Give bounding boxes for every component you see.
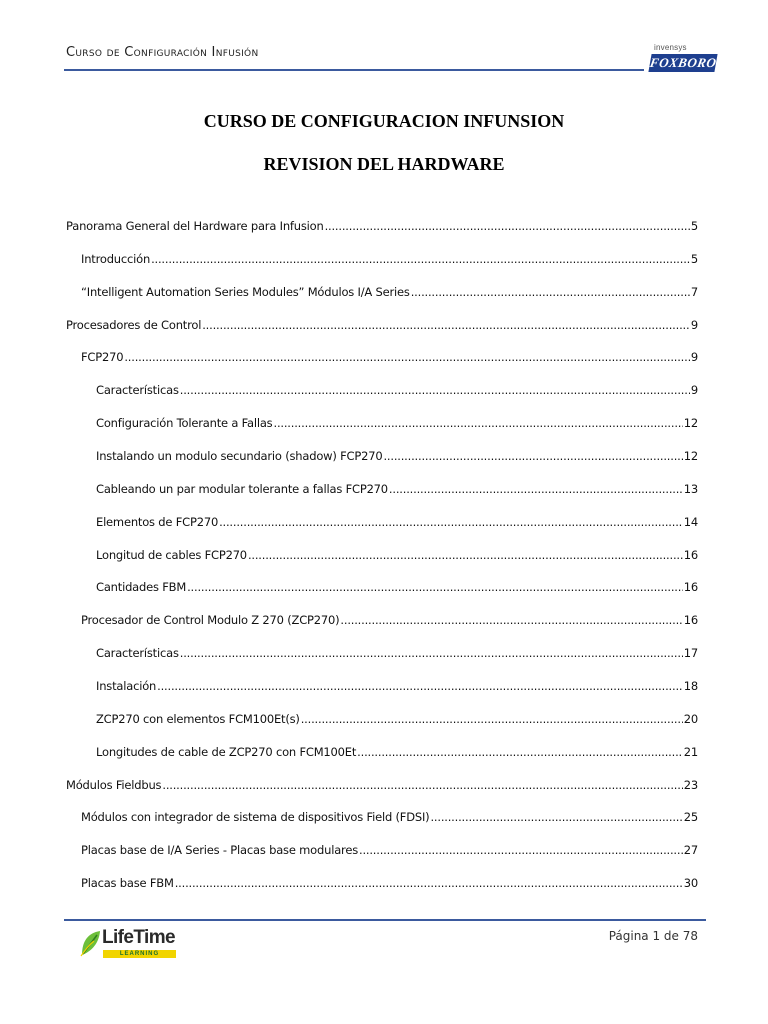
toc-entry-page: 9: [690, 350, 698, 364]
toc-entry-label: Procesadores de Control: [66, 318, 202, 332]
toc-entry-label: Longitudes de cable de ZCP270 con FCM100Et: [96, 745, 357, 759]
toc-leader-dots: [273, 416, 682, 430]
toc-entry-page: 13: [683, 482, 698, 496]
toc-leader-dots: [357, 745, 683, 759]
toc-entry-page: 25: [683, 810, 698, 824]
toc-leader-dots: [157, 679, 683, 693]
toc-entry-label: Cantidades FBM: [96, 580, 187, 594]
toc-entry-label: Características: [96, 646, 179, 660]
document-title: CURSO DE CONFIGURACION INFUNSION: [203, 111, 565, 131]
toc-entry[interactable]: [81, 252, 698, 266]
lifetime-logo-text: LifeTime: [102, 927, 175, 948]
toc-entry-label: Elementos de FCP270: [96, 515, 219, 529]
toc-entry-page: 20: [683, 712, 698, 726]
toc-entry-page: 5: [690, 252, 698, 266]
toc-entry[interactable]: [96, 449, 698, 463]
toc-entry-page: 14: [683, 515, 698, 529]
toc-entry-label: Instalando un modulo secundario (shadow) FCP270: [96, 449, 383, 463]
header-title: Curso de Configuración Infusión: [66, 45, 259, 60]
toc-leader-dots: [301, 712, 683, 726]
toc-leader-dots: [359, 843, 683, 857]
invensys-logo-text: invensys: [654, 43, 687, 52]
toc-leader-dots: [389, 482, 683, 496]
toc-leader-dots: [124, 350, 690, 364]
toc-entry[interactable]: [96, 548, 698, 562]
toc-entry-label: Características: [96, 383, 179, 397]
toc-leader-dots: [151, 252, 690, 266]
toc-entry-page: 9: [690, 318, 698, 332]
toc-entry-label: Longitud de cables FCP270: [96, 548, 247, 562]
toc-entry-page: 21: [683, 745, 698, 759]
toc-entry-page: 5: [690, 219, 698, 233]
toc-entry[interactable]: [96, 383, 698, 397]
toc-leader-dots: [340, 613, 682, 627]
lifetime-learning-logo: [80, 929, 180, 959]
document-subtitle: REVISION DEL HARDWARE: [263, 154, 505, 174]
toc-entry[interactable]: [66, 219, 698, 233]
toc-entry[interactable]: [96, 580, 698, 594]
toc-entry-label: Módulos Fieldbus: [66, 778, 162, 792]
toc-entry[interactable]: [96, 646, 698, 660]
toc-leader-dots: [187, 580, 683, 594]
toc-entry[interactable]: [96, 745, 698, 759]
toc-leader-dots: [430, 810, 682, 824]
toc-entry[interactable]: [81, 350, 698, 364]
toc-entry-page: 27: [683, 843, 698, 857]
toc-entry-label: Introducción: [81, 252, 151, 266]
toc-leader-dots: [383, 449, 682, 463]
toc-leader-dots: [162, 778, 682, 792]
toc-entry-page: 16: [683, 548, 698, 562]
toc-entry-page: 30: [683, 876, 698, 890]
toc-leader-dots: [248, 548, 683, 562]
toc-entry[interactable]: [96, 679, 698, 693]
footer-divider: [64, 919, 706, 921]
toc-entry-label: Procesador de Control Modulo Z 270 (ZCP270): [81, 613, 340, 627]
toc-entry-label: Placas base FBM: [81, 876, 174, 890]
toc-entry-label: Placas base de I/A Series - Placas base modulares: [81, 843, 358, 857]
toc-entry-page: 17: [683, 646, 698, 660]
toc-leader-dots: [219, 515, 683, 529]
leaf-icon: [80, 929, 102, 957]
toc-entry[interactable]: [96, 482, 698, 496]
toc-entry-page: 12: [683, 449, 698, 463]
toc-leader-dots: [180, 383, 690, 397]
toc-entry[interactable]: [81, 876, 698, 890]
toc-entry-page: 16: [683, 613, 698, 627]
toc-entry-label: “Intelligent Automation Series Modules” Módulos I/A Series: [81, 285, 410, 299]
toc-entry-label: ZCP270 con elementos FCM100Et(s): [96, 712, 300, 726]
toc-entry[interactable]: [66, 318, 698, 332]
toc-entry-page: 9: [690, 383, 698, 397]
toc-entry-label: FCP270: [81, 350, 124, 364]
toc-entry[interactable]: [96, 712, 698, 726]
learning-logo-text: LEARNING: [103, 950, 176, 958]
toc-entry-page: 18: [683, 679, 698, 693]
toc-leader-dots: [202, 318, 690, 332]
toc-entry-page: 7: [690, 285, 698, 299]
toc-entry-page: 12: [683, 416, 698, 430]
toc-entry[interactable]: [81, 613, 698, 627]
toc-entry-label: Panorama General del Hardware para Infusion: [66, 219, 324, 233]
toc-entry-page: 16: [683, 580, 698, 594]
toc-entry[interactable]: [66, 778, 698, 792]
toc-entry-label: Instalación: [96, 679, 157, 693]
toc-leader-dots: [175, 876, 683, 890]
toc-entry-page: 23: [683, 778, 698, 792]
toc-entry[interactable]: [81, 810, 698, 824]
page-number: Página 1 de 78: [608, 929, 698, 943]
toc-entry-label: Cableando un par modular tolerante a fallas FCP270: [96, 482, 388, 496]
toc-entry-label: Módulos con integrador de sistema de dispositivos Field (FDSI): [81, 810, 430, 824]
toc-entry[interactable]: [81, 843, 698, 857]
toc-entry[interactable]: [96, 416, 698, 430]
toc-leader-dots: [180, 646, 683, 660]
toc-entry[interactable]: [81, 285, 698, 299]
toc-entry[interactable]: [96, 515, 698, 529]
foxboro-logo-text: FOXBORO: [648, 55, 718, 70]
toc-leader-dots: [325, 219, 690, 233]
toc-entry-label: Configuración Tolerante a Fallas: [96, 416, 273, 430]
toc-leader-dots: [411, 285, 690, 299]
